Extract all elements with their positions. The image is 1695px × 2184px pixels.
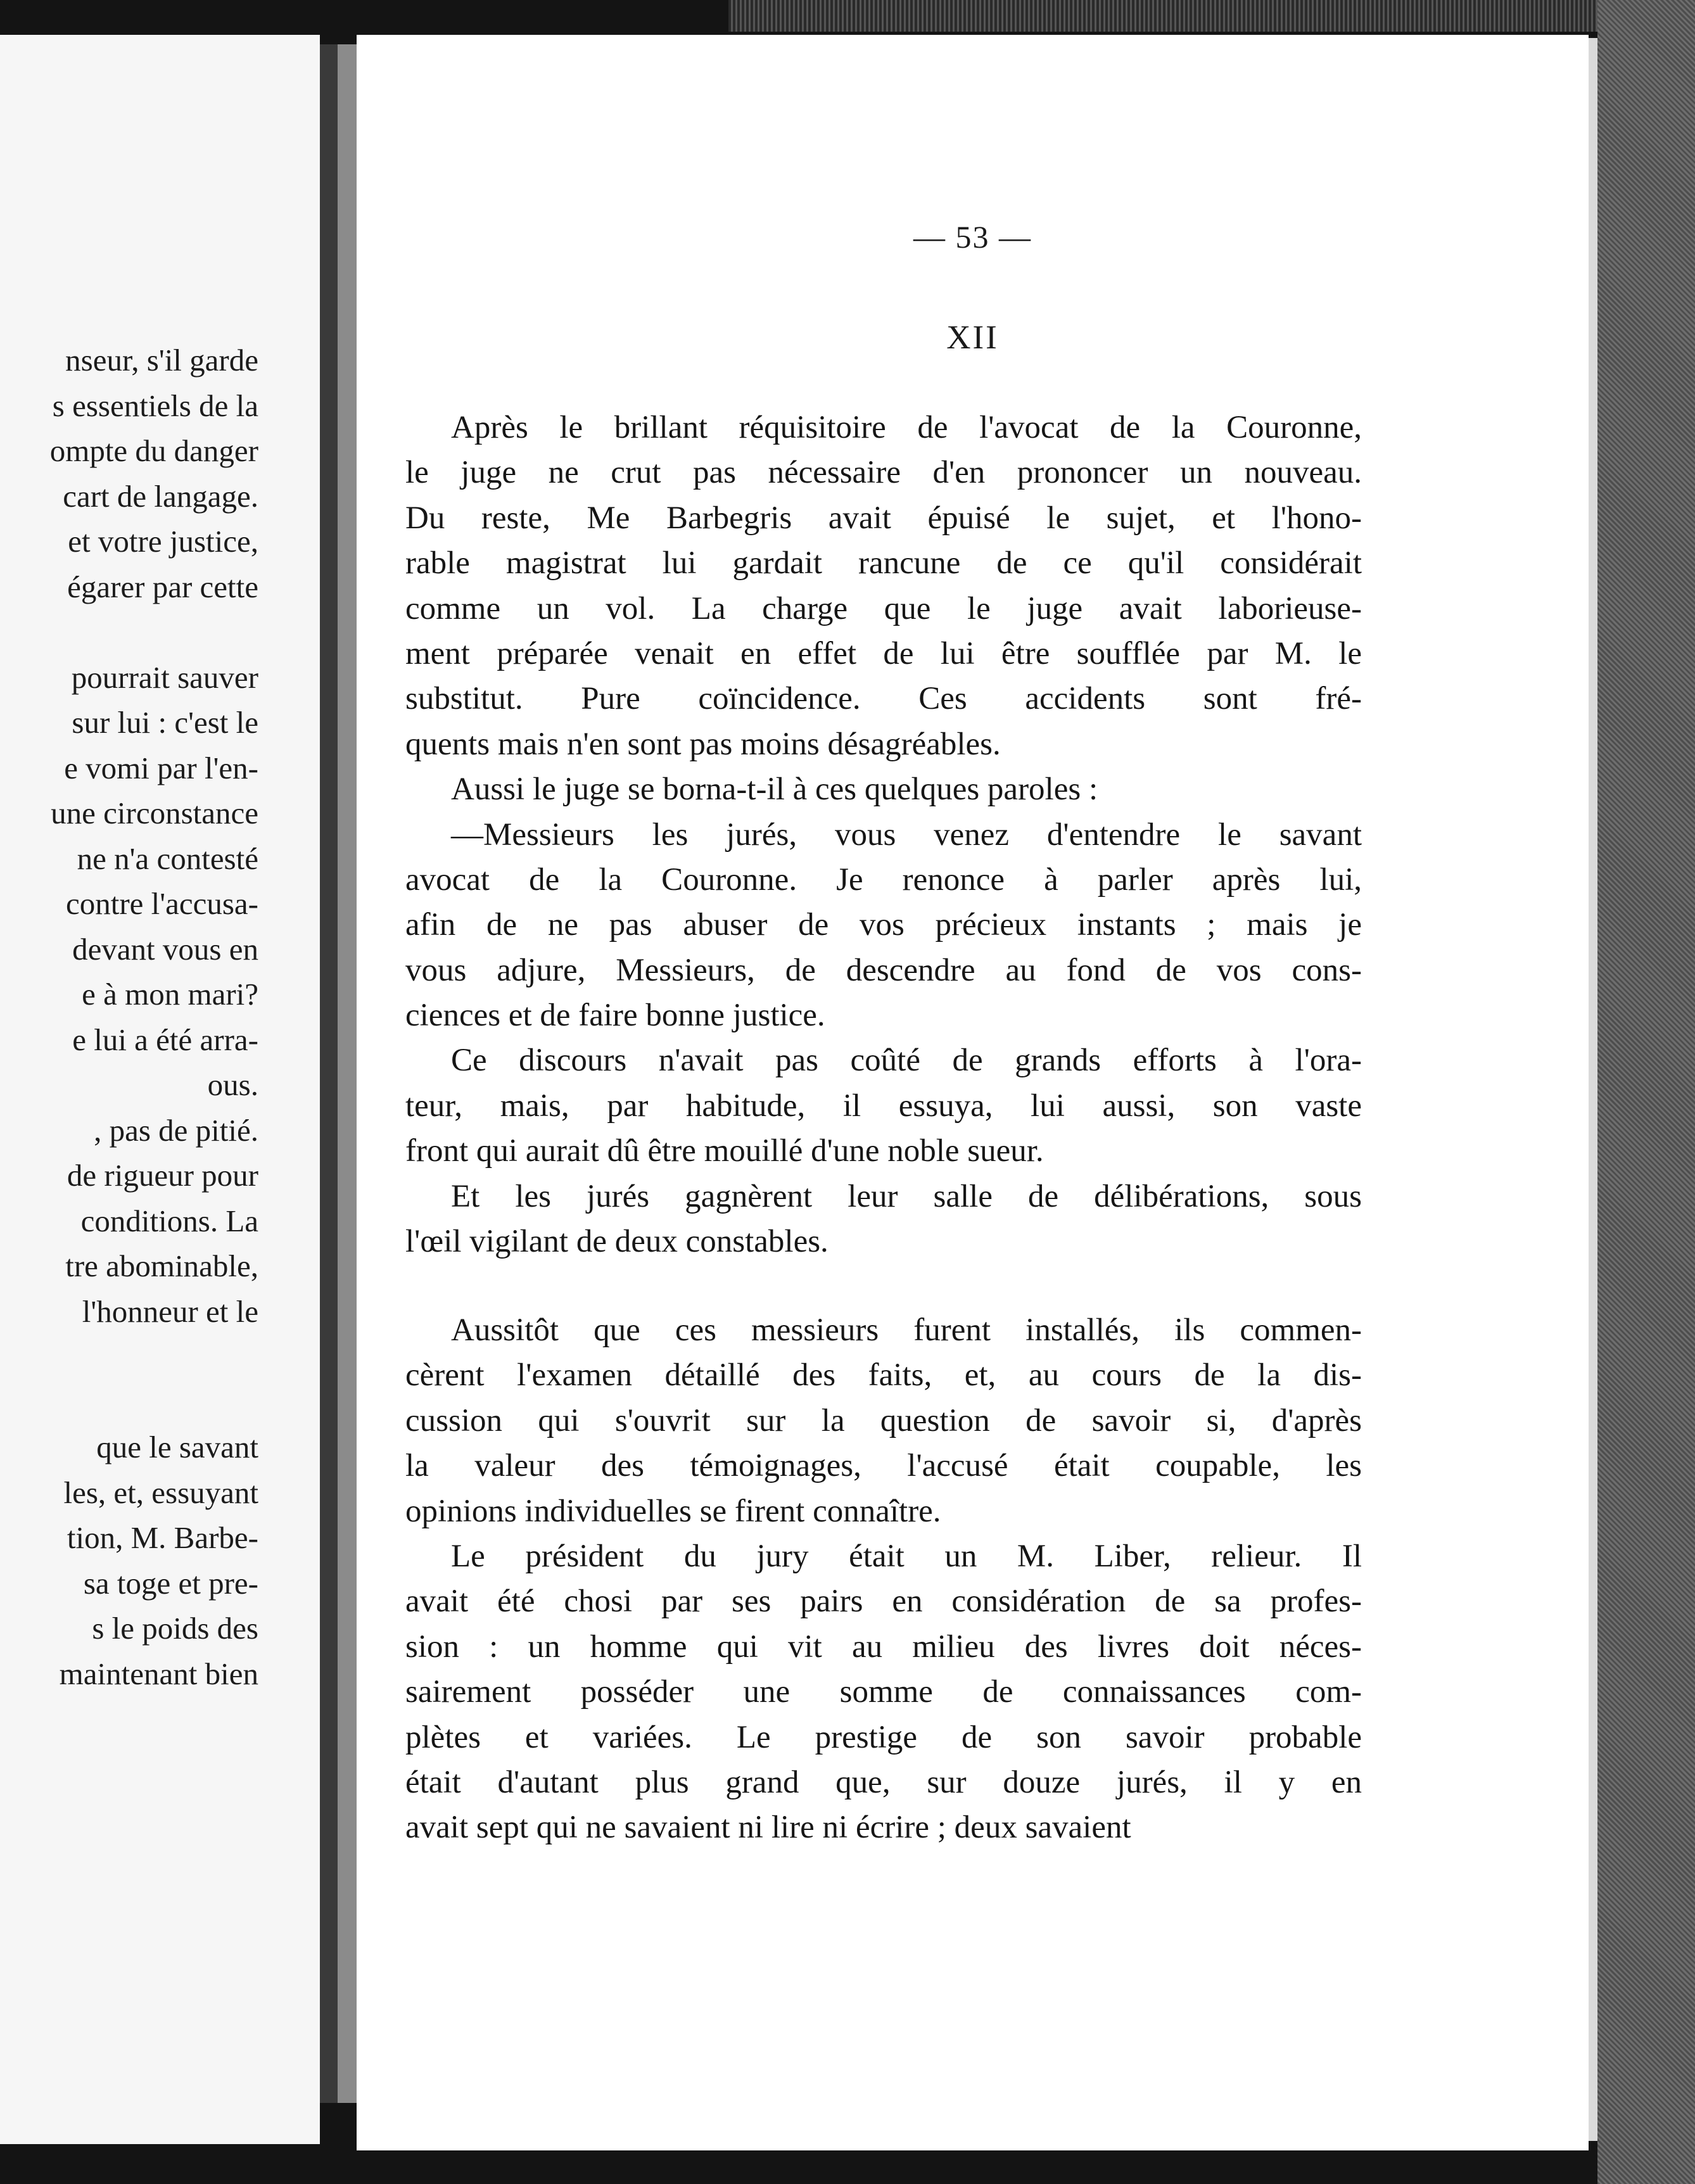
text-line: comme un vol. La charge que le juge avait laborieuse- xyxy=(405,590,1362,626)
text-line: avait sept qui ne savaient ni lire ni écrire ; deux savaient xyxy=(405,1810,1131,1846)
text-line: cart de langage. xyxy=(63,478,258,514)
text-line: teur, mais, par habitude, il essuya, lui aussi, son vaste xyxy=(405,1088,1362,1124)
text-line: e vomi par l'en- xyxy=(64,750,258,785)
gutter-shadow xyxy=(320,44,338,2103)
text-line: ne n'a contesté xyxy=(77,841,258,876)
text-line: une circonstance xyxy=(51,796,258,830)
text-line: cèrent l'examen détaillé des faits, et, au cours de la dis- xyxy=(405,1357,1362,1394)
text-line: le juge ne crut pas nécessaire d'en prononcer un nouveau. xyxy=(405,455,1362,491)
text-line: Aussitôt que ces messieurs furent installés, ils commen- xyxy=(451,1312,1362,1348)
text-line: rable magistrat lui gardait rancune de ce qu'il considérait xyxy=(405,545,1362,581)
text-line: tre abominable, xyxy=(65,1248,258,1283)
text-line: l'honneur et le xyxy=(82,1293,258,1329)
left-page-text xyxy=(0,338,258,1696)
text-line: contre l'accusa- xyxy=(65,886,258,921)
gutter-edge xyxy=(338,44,357,2103)
text-line xyxy=(0,1380,258,1425)
text-line: , pas de pitié. xyxy=(94,1112,258,1148)
text-line: les, et, essuyant xyxy=(63,1475,258,1510)
text-line: front qui aurait dû être mouillé d'une noble sueur. xyxy=(405,1133,1044,1169)
text-line: ciences et de faire bonne justice. xyxy=(405,998,825,1034)
text-line: sa toge et pre- xyxy=(83,1565,258,1601)
text-line: pourrait sauver xyxy=(71,659,258,695)
text-line: opinions individuelles se firent connaître. xyxy=(405,1493,941,1529)
text-line: s le poids des xyxy=(92,1611,258,1646)
text-line: cussion qui s'ouvrit sur la question de savoir si, d'après xyxy=(405,1402,1362,1438)
text-line: sur lui : c'est le xyxy=(72,705,258,740)
text-line: ompte du danger xyxy=(49,433,258,468)
text-line: Aussi le juge se borna-t-il à ces quelques paroles : xyxy=(451,771,1098,808)
left-page xyxy=(0,35,320,2144)
text-line xyxy=(0,1334,258,1380)
text-line: sion : un homme qui vit au milieu des livres doit néces- xyxy=(405,1628,1362,1665)
text-line: —Messieurs les jurés, vous venez d'entendre le savant xyxy=(451,816,1362,853)
text-line: l'œil vigilant de deux constables. xyxy=(405,1224,828,1260)
text-block-2 xyxy=(405,1308,1362,1851)
text-line: ous. xyxy=(207,1067,258,1102)
book-cover-cloth xyxy=(1597,0,1695,2184)
top-edge-strip xyxy=(728,0,1615,32)
text-line: Et les jurés gagnèrent leur salle de délibérations, sous xyxy=(451,1178,1362,1214)
text-line: Le président du jury était un M. Liber, relieur. Il xyxy=(451,1538,1362,1574)
text-line xyxy=(0,609,258,655)
text-line: conditions. La xyxy=(80,1203,258,1238)
text-line: égarer par cette xyxy=(67,569,258,604)
text-line: substitut. Pure coïncidence. Ces accidents sont fré- xyxy=(405,681,1362,717)
text-line: et votre justice, xyxy=(68,524,258,559)
page-edge xyxy=(1589,38,1597,2141)
text-line: Du reste, Me Barbegris avait épuisé le sujet, et l'hono- xyxy=(405,500,1362,536)
text-line: maintenant bien xyxy=(59,1656,258,1691)
text-line: que le savant xyxy=(96,1430,258,1464)
text-line: vous adjure, Messieurs, de descendre au fond de vos cons- xyxy=(405,952,1362,988)
text-line: sairement posséder une somme de connaissances com- xyxy=(405,1674,1362,1710)
text-line: était d'autant plus grand que, sur douze jurés, il y en xyxy=(405,1764,1362,1800)
text-line: quents mais n'en sont pas moins désagréables. xyxy=(405,726,1001,762)
text-line: avait été chosi par ses pairs en considération de sa profes- xyxy=(405,1584,1362,1620)
text-line: tion, M. Barbe- xyxy=(67,1520,258,1555)
text-line: e à mon mari? xyxy=(82,977,258,1012)
text-line: afin de ne pas abuser de vos précieux instants ; mais je xyxy=(405,907,1362,943)
text-line: nseur, s'il garde xyxy=(65,343,258,378)
text-line: ment préparée venait en effet de lui être soufflée par M. le xyxy=(405,635,1362,671)
text-line: Ce discours n'avait pas coûté de grands efforts à l'ora- xyxy=(451,1043,1362,1079)
text-line: avocat de la Couronne. Je renonce à parler après lui, xyxy=(405,861,1362,898)
text-line: Après le brillant réquisitoire de l'avocat de la Couronne, xyxy=(451,410,1362,445)
chapter-heading: XII xyxy=(946,319,999,356)
page-number: — 53 — xyxy=(913,219,1032,255)
text-block-1 xyxy=(405,405,1362,1264)
text-line: la valeur des témoignages, l'accusé était coupable, les xyxy=(405,1448,1362,1484)
text-line: devant vous en xyxy=(72,931,258,967)
text-line: de rigueur pour xyxy=(67,1158,258,1193)
text-line: e lui a été arra- xyxy=(72,1022,258,1057)
text-line: plètes et variées. Le prestige de son savoir probable xyxy=(405,1719,1362,1755)
text-line: s essentiels de la xyxy=(52,388,258,423)
